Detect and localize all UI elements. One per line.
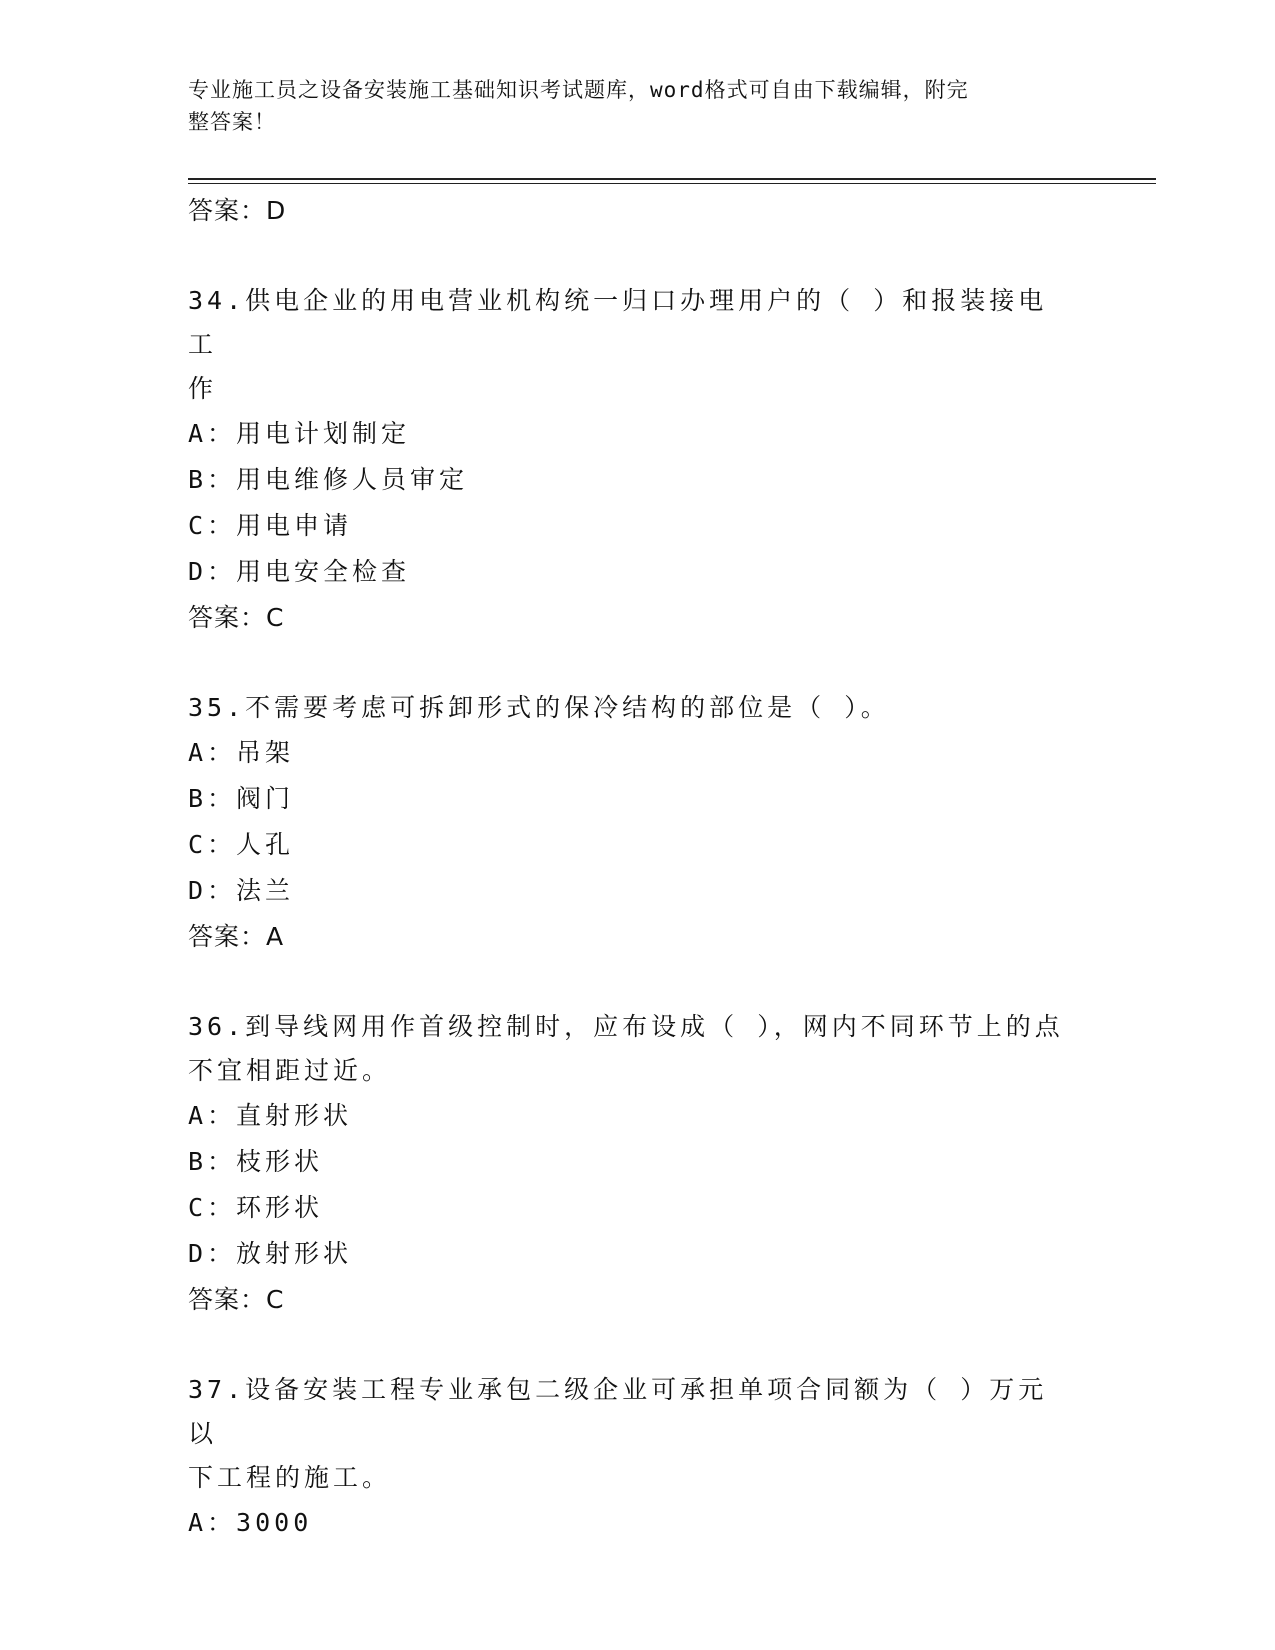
- option-c: C：环形状: [188, 1193, 324, 1222]
- header-divider-thin: [188, 183, 1156, 184]
- question-35: [188, 686, 1068, 960]
- option-c: C：人孔: [188, 830, 295, 859]
- header-line-2: 整答案！: [188, 110, 276, 134]
- option-a: A：直射形状: [188, 1101, 353, 1130]
- question-36: [188, 1005, 1068, 1323]
- answer-33: 答案：D: [188, 196, 287, 225]
- option-a: A：3000: [188, 1508, 313, 1537]
- question-list: [188, 188, 1068, 1546]
- option-b: B：阀门: [188, 784, 295, 813]
- question-text: 37.设备安装工程专业承包二级企业可承担单项合同额为（ ）万元以: [188, 1375, 1048, 1448]
- answer: 答案：C: [188, 603, 285, 632]
- question-text: 36.到导线网用作首级控制时，应布设成（ ），网内不同环节上的点: [188, 1012, 1064, 1041]
- option-a: A：用电计划制定: [188, 419, 411, 448]
- option-a: A：吊架: [188, 738, 295, 767]
- question-text-cont: 下工程的施工。: [188, 1463, 392, 1492]
- option-d: D：用电安全检查: [188, 557, 411, 586]
- option-d: D：法兰: [188, 876, 295, 905]
- question-34: [188, 279, 1068, 641]
- answer: 答案：C: [188, 1285, 285, 1314]
- document-header: [188, 74, 1088, 138]
- header-divider: [188, 178, 1156, 180]
- header-line-1: 专业施工员之设备安装施工基础知识考试题库，word格式可自由下载编辑，附完: [188, 78, 969, 102]
- answer: 答案：A: [188, 922, 285, 951]
- option-b: B：枝形状: [188, 1147, 324, 1176]
- question-text: 35.不需要考虑可拆卸形式的保冷结构的部位是（ ）。: [188, 693, 890, 722]
- option-d: D：放射形状: [188, 1239, 353, 1268]
- question-text: 34.供电企业的用电营业机构统一归口办理用户的（ ）和报装接电工: [188, 286, 1048, 359]
- question-37: [188, 1368, 1068, 1546]
- question-text-cont: 作: [188, 374, 218, 403]
- option-c: C：用电申请: [188, 511, 353, 540]
- question-text-cont: 不宜相距过近。: [188, 1056, 392, 1085]
- option-b: B：用电维修人员审定: [188, 465, 469, 494]
